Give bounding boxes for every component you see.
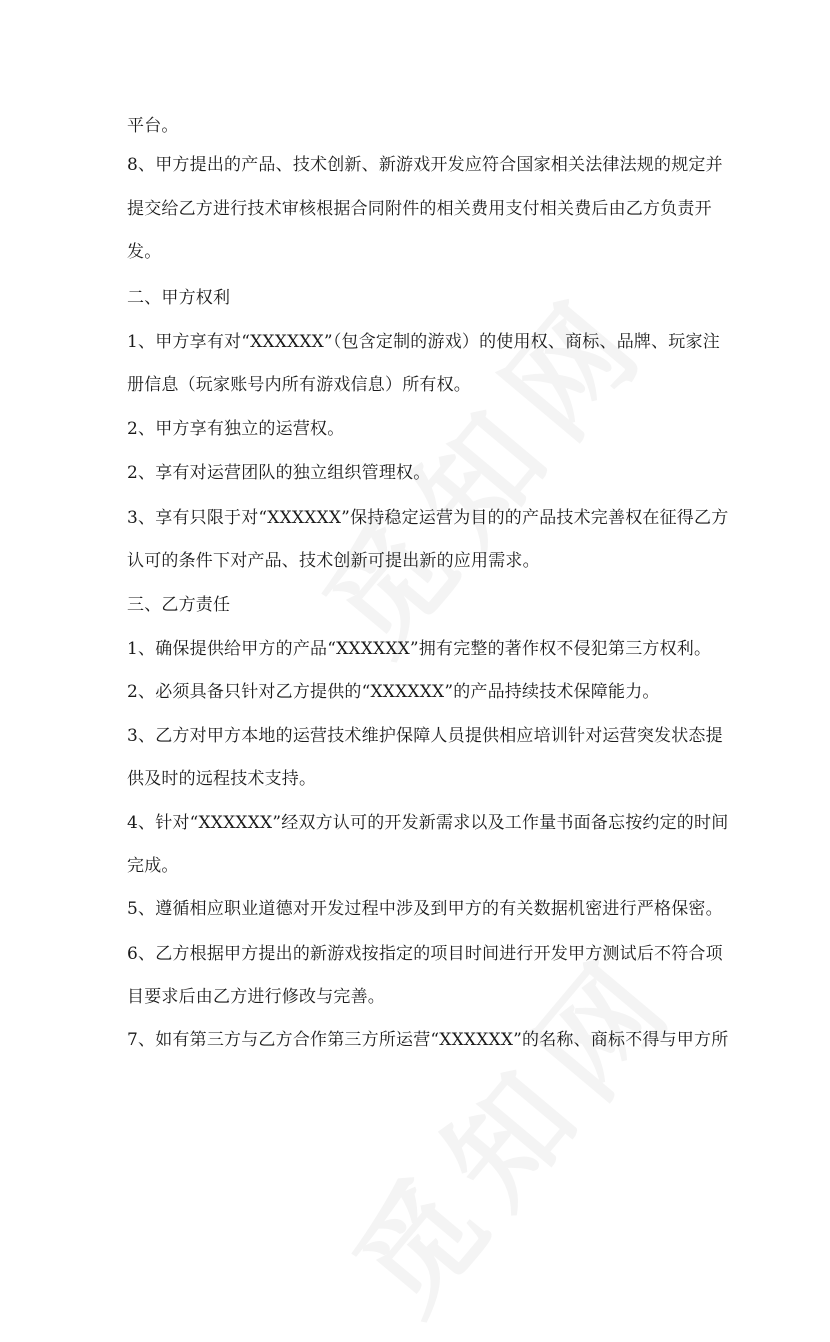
- text-line: 认可的条件下对产品、技术创新可提出新的应用需求。: [127, 551, 540, 571]
- text-line: 完成。: [127, 856, 179, 876]
- clause-5: 5、遵循相应职业道德对开发过程中涉及到甲方的有关数据机密进行严格保密。: [127, 899, 723, 919]
- clause-3: 3、乙方对甲方本地的运营技术维护保障人员提供相应培训针对运营突发状态提: [127, 726, 723, 746]
- section-heading-party-b-duties: 三、乙方责任: [127, 595, 231, 615]
- watermark: [309, 910, 711, 1342]
- text-line: 目要求后由乙方进行修改与完善。: [127, 987, 385, 1007]
- clause-6: 6、乙方根据甲方提出的新游戏按指定的项目时间进行开发甲方测试后不符合项: [127, 944, 723, 964]
- clause-1: 1、甲方享有对“XXXXXX”（包含定制的游戏）的使用权、商标、品牌、玩家注: [127, 332, 720, 352]
- clause-8: 8、甲方提出的产品、技术创新、新游戏开发应符合国家相关法律法规的规定并: [127, 155, 723, 175]
- clause-2b: 2、享有对运营团队的独立组织管理权。: [127, 463, 431, 483]
- clause-3: 3、享有只限于对“XXXXXX”保持稳定运营为目的的产品技术完善权在征得乙方: [127, 508, 729, 528]
- clause-2: 2、甲方享有独立的运营权。: [127, 419, 345, 439]
- text-line: 提交给乙方进行技术审核根据合同附件的相关费用支付相关费后由乙方负责开: [127, 199, 712, 219]
- clause-7: 7、如有第三方与乙方合作第三方所运营“XXXXXX”的名称、商标不得与甲方所: [127, 1030, 729, 1050]
- clause-1: 1、确保提供给甲方的产品“XXXXXX”拥有完整的著作权不侵犯第三方权利。: [127, 639, 712, 659]
- text-line: 供及时的远程技术支持。: [127, 769, 317, 789]
- section-heading-party-a-rights: 二、甲方权利: [127, 288, 231, 308]
- clause-4: 4、针对“XXXXXX”经双方认可的开发新需求以及工作量书面备忘按约定的时间: [127, 813, 729, 833]
- clause-2: 2、必须具备只针对乙方提供的“XXXXXX”的产品持续技术保障能力。: [127, 682, 660, 702]
- text-line: 发。: [127, 242, 162, 262]
- text-line: 平台。: [127, 116, 179, 136]
- text-line: 册信息（玩家账号内所有游戏信息）所有权。: [127, 375, 471, 395]
